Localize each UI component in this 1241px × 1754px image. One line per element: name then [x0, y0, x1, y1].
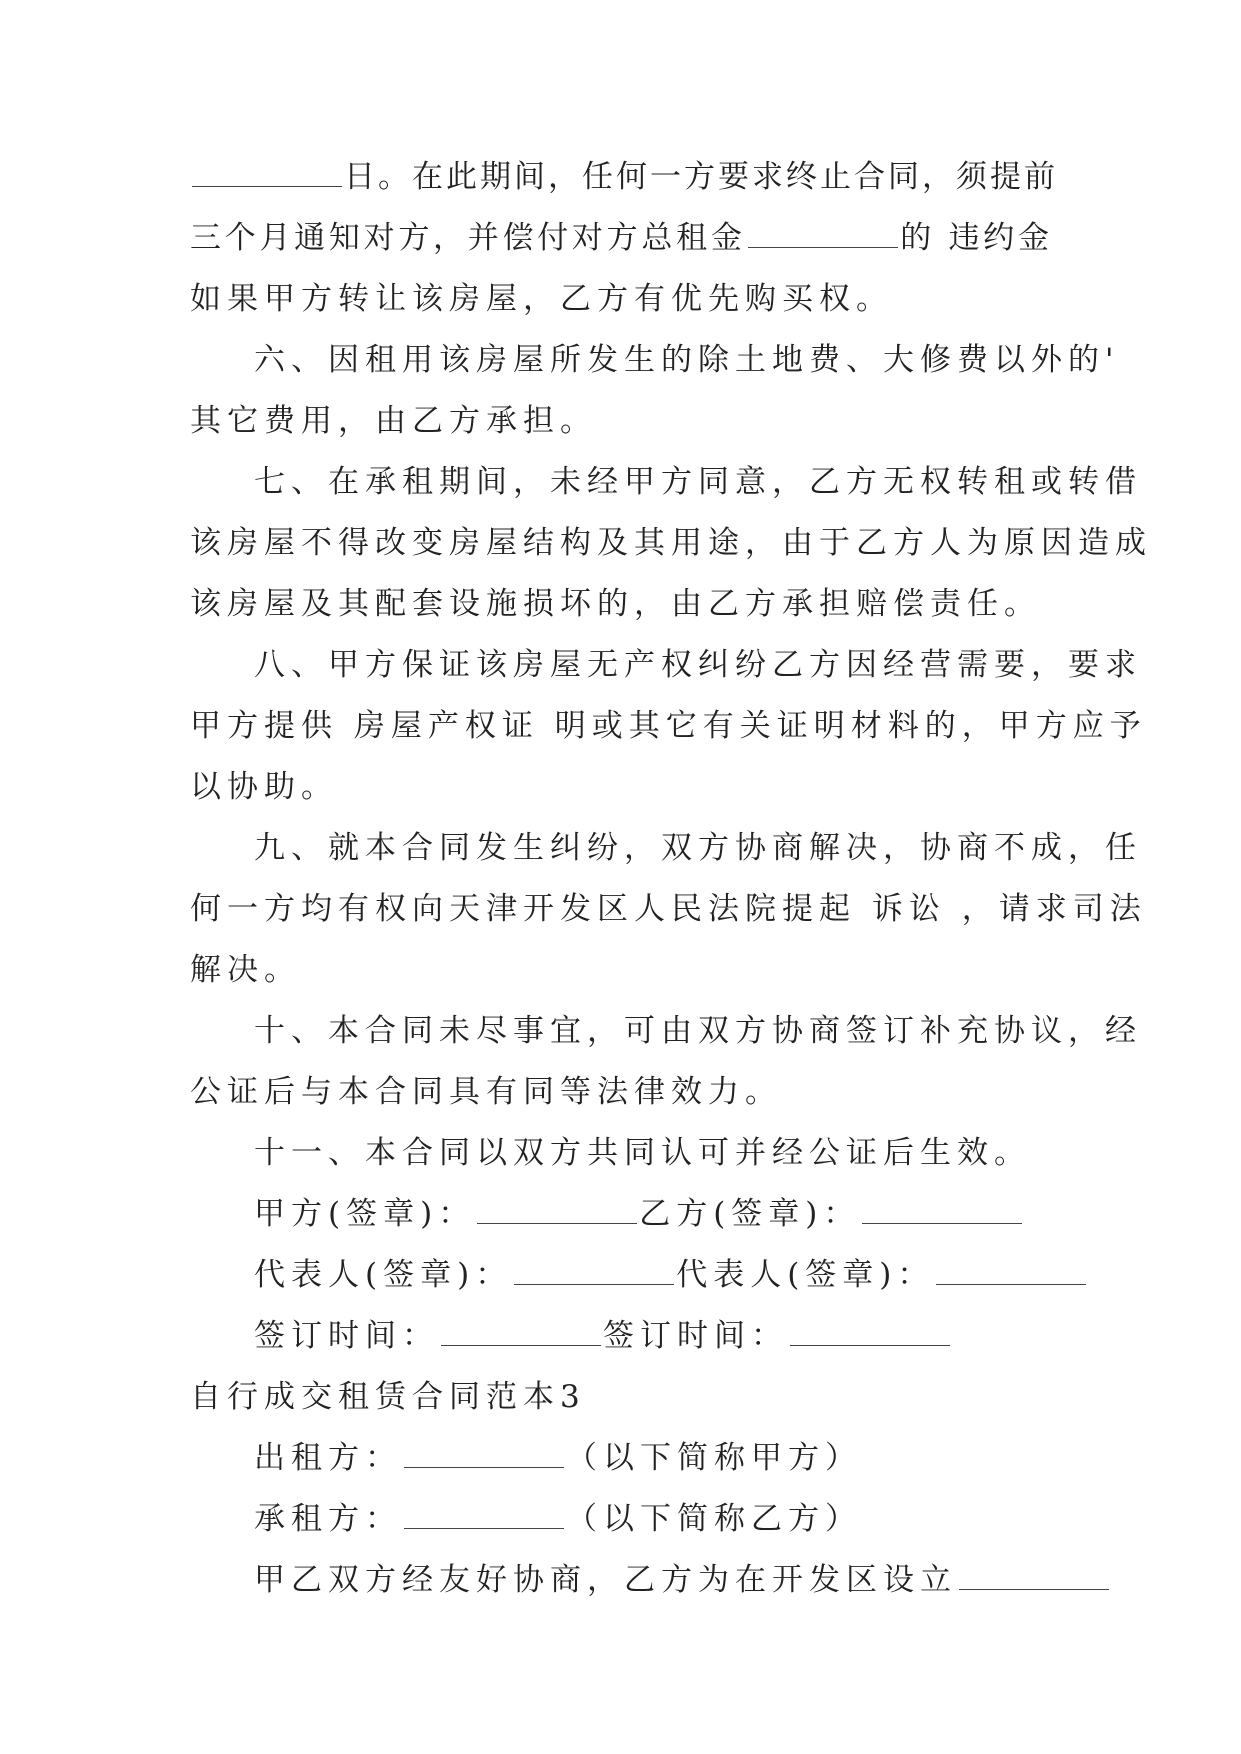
rep-a-label: 代表人(签章)： [254, 1257, 513, 1293]
text: 七、在承租期间，未经甲方同意，乙方无权转租或转借 [254, 464, 1142, 500]
text: 以协助。 [190, 769, 338, 805]
lessee-label: 承租方： [254, 1501, 402, 1537]
date-b-blank [790, 1323, 950, 1346]
text: 日。在此期间，任何一方要求终止合同，须提前 [344, 159, 1058, 195]
rep-b-blank [936, 1262, 1086, 1285]
section-heading [190, 1377, 1052, 1438]
paragraph-9-line-1 [190, 828, 1142, 889]
text-line [190, 157, 1058, 218]
text: 该房屋不得改变房屋结构及其用途，由于乙方人为原因造成 [190, 525, 1152, 561]
text: 六、因租用该房屋所发生的除土地费、大修费以外的' [254, 342, 1120, 378]
paragraph-7-line-1 [190, 462, 1142, 523]
text: 甲方提供 房屋产权证 明或其它有关证明材料的，甲方应予 [190, 708, 1147, 744]
party-a-label: 甲方(签章)： [254, 1196, 476, 1232]
paragraph-8-line-1 [190, 645, 1142, 706]
text: 何一方均有权向天津开发区人民法院提起 诉讼 ，请求司法 [190, 891, 1147, 927]
document-page [190, 157, 1152, 1621]
text: 公证后与本合同具有同等法律效力。 [190, 1074, 782, 1110]
paragraph-9-line-2 [190, 889, 1147, 950]
text: 九、就本合同发生纠纷，双方协商解决，协商不成，任 [254, 830, 1142, 866]
lessor-label: 出租方： [254, 1440, 402, 1476]
text: 十一、本合同以双方共同认可并经公证后生效。 [254, 1135, 1031, 1171]
text-line [190, 218, 1052, 279]
lessee-line [190, 1499, 1052, 1560]
paragraph-8-line-3 [190, 767, 1052, 828]
paragraph-10-line-1 [190, 1011, 1142, 1072]
text: 十、本合同未尽事宜，可由双方协商签订补充协议，经 [254, 1013, 1142, 1049]
lessee-note: （以下简称乙方） [566, 1501, 862, 1537]
paragraph-8-line-2 [190, 706, 1147, 767]
text: 自行成交租赁合同范本3 [190, 1379, 586, 1415]
party-b-blank [862, 1201, 1022, 1224]
paragraph-7-line-2 [190, 523, 1152, 584]
blank-field [959, 1567, 1109, 1590]
lessee-blank [404, 1506, 564, 1529]
intro-line [190, 1560, 1052, 1621]
date-a-label: 签订时间： [254, 1318, 439, 1354]
paragraph-7-line-3 [190, 584, 1052, 645]
date-b-label: 签订时间： [603, 1318, 788, 1354]
rep-a-blank [514, 1262, 674, 1285]
text: 甲乙双方经友好协商，乙方为在开发区设立 [254, 1562, 957, 1598]
text: 八、甲方保证该房屋无产权纠纷乙方因经营需要，要求 [254, 647, 1142, 683]
party-b-label: 乙方(签章)： [639, 1196, 861, 1232]
party-a-blank [477, 1201, 637, 1224]
date-a-blank [441, 1323, 601, 1346]
blank-field [192, 164, 342, 187]
text: 三个月通知对方，并偿付对方总租金 [190, 220, 746, 256]
signature-row-parties [190, 1194, 1052, 1255]
blank-field [748, 225, 898, 248]
paragraph-11 [190, 1133, 1052, 1194]
paragraph-6-line-2 [190, 401, 1052, 462]
lessor-note: （以下简称甲方） [566, 1440, 862, 1476]
signature-row-representatives [190, 1255, 1052, 1316]
text: 的 违约金 [899, 220, 1053, 256]
signature-row-dates [190, 1316, 1052, 1377]
rep-b-label: 代表人(签章)： [676, 1257, 935, 1293]
lessor-line [190, 1438, 1052, 1499]
text: 如果甲方转让该房屋，乙方有优先购买权。 [190, 281, 893, 317]
paragraph-10-line-2 [190, 1072, 1052, 1133]
lessor-blank [404, 1445, 564, 1468]
text: 解决。 [190, 952, 301, 988]
text-line [190, 279, 1052, 340]
text: 该房屋及其配套设施损坏的，由乙方承担赔偿责任。 [190, 586, 1041, 622]
text: 其它费用，由乙方承担。 [190, 403, 597, 439]
paragraph-6-line-1 [190, 340, 1120, 401]
paragraph-9-line-3 [190, 950, 1052, 1011]
